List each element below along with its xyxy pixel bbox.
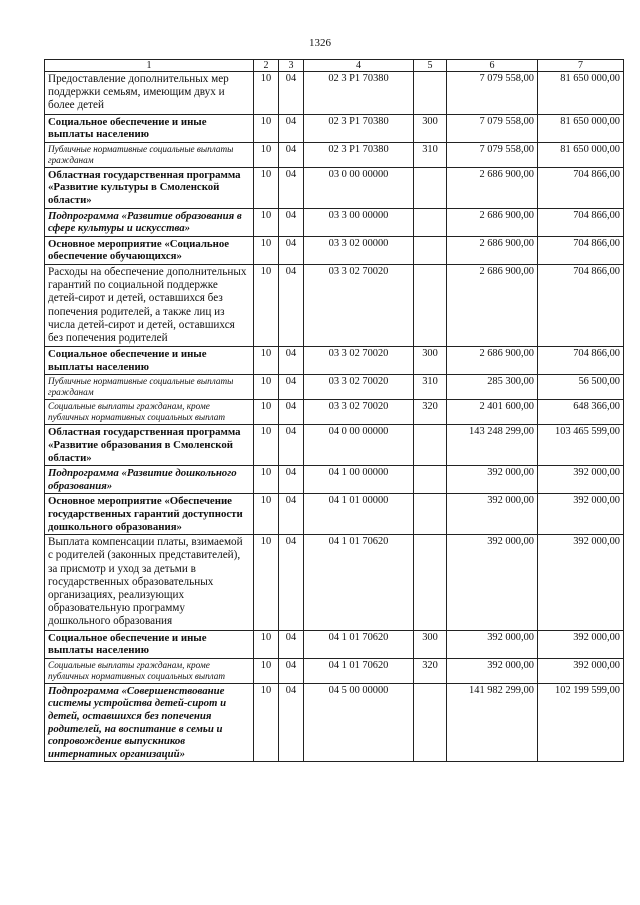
amount-col-7: 81 650 000,00 [538, 114, 624, 142]
target-article-code: 04 1 01 70620 [304, 658, 414, 683]
item-name: Публичные нормативные социальные выплаты гражданам [45, 375, 254, 400]
section-code: 10 [254, 375, 279, 400]
table-row [45, 72, 624, 115]
subsection-code: 04 [279, 375, 304, 400]
header-row [45, 60, 624, 72]
target-article-code: 03 3 02 70020 [304, 347, 414, 375]
table-row [45, 400, 624, 425]
amount-col-6: 143 248 299,00 [447, 425, 538, 466]
amount-col-7: 81 650 000,00 [538, 142, 624, 167]
amount-col-6: 2 686 900,00 [447, 208, 538, 236]
table-row [45, 347, 624, 375]
target-article-code: 04 1 01 00000 [304, 494, 414, 535]
expense-type-code [414, 236, 447, 264]
amount-col-6: 7 079 558,00 [447, 142, 538, 167]
section-code: 10 [254, 630, 279, 658]
section-code: 10 [254, 72, 279, 115]
amount-col-6: 7 079 558,00 [447, 114, 538, 142]
table-row [45, 494, 624, 535]
amount-col-6: 392 000,00 [447, 630, 538, 658]
section-code: 10 [254, 683, 279, 762]
expense-type-code [414, 466, 447, 494]
section-code: 10 [254, 208, 279, 236]
item-name: Расходы на обеспечение дополнительных гарантий по социальной поддержке детей-сирот и детей, оставшихся без попечения родителей, а также лиц из числа детей-сирот и детей, оставшихся без попечения родителей [45, 264, 254, 346]
amount-col-6: 392 000,00 [447, 466, 538, 494]
item-name: Основное мероприятие «Социальное обеспечение обучающихся» [45, 236, 254, 264]
table-row [45, 425, 624, 466]
amount-col-7: 56 500,00 [538, 375, 624, 400]
table-row [45, 114, 624, 142]
amount-col-7: 392 000,00 [538, 630, 624, 658]
item-name: Публичные нормативные социальные выплаты гражданам [45, 142, 254, 167]
amount-col-6: 141 982 299,00 [447, 683, 538, 762]
amount-col-7: 648 366,00 [538, 400, 624, 425]
section-code: 10 [254, 167, 279, 208]
expense-type-code [414, 208, 447, 236]
subsection-code: 04 [279, 167, 304, 208]
amount-col-6: 2 686 900,00 [447, 167, 538, 208]
item-name: Социальные выплаты гражданам, кроме публичных нормативных социальных выплат [45, 400, 254, 425]
column-header-2: 2 [254, 60, 279, 72]
section-code: 10 [254, 494, 279, 535]
expense-type-code: 300 [414, 630, 447, 658]
table-row [45, 264, 624, 346]
target-article-code: 04 1 00 00000 [304, 466, 414, 494]
table-row [45, 375, 624, 400]
table-row [45, 208, 624, 236]
amount-col-6: 7 079 558,00 [447, 72, 538, 115]
amount-col-7: 392 000,00 [538, 494, 624, 535]
table-row [45, 535, 624, 630]
item-name: Социальное обеспечение и иные выплаты населению [45, 347, 254, 375]
amount-col-7: 704 866,00 [538, 236, 624, 264]
expense-type-code [414, 264, 447, 346]
target-article-code: 04 5 00 00000 [304, 683, 414, 762]
subsection-code: 04 [279, 466, 304, 494]
expense-type-code [414, 72, 447, 115]
expense-type-code: 320 [414, 658, 447, 683]
target-article-code: 03 3 02 70020 [304, 400, 414, 425]
amount-col-6: 392 000,00 [447, 494, 538, 535]
subsection-code: 04 [279, 236, 304, 264]
item-name: Областная государственная программа «Развитие культуры в Смоленской области» [45, 167, 254, 208]
subsection-code: 04 [279, 683, 304, 762]
subsection-code: 04 [279, 535, 304, 630]
section-code: 10 [254, 425, 279, 466]
page-number: 1326 [309, 37, 331, 49]
expense-type-code: 310 [414, 375, 447, 400]
subsection-code: 04 [279, 142, 304, 167]
column-header-4: 4 [304, 60, 414, 72]
target-article-code: 02 3 Р1 70380 [304, 142, 414, 167]
amount-col-7: 392 000,00 [538, 658, 624, 683]
subsection-code: 04 [279, 347, 304, 375]
amount-col-7: 704 866,00 [538, 167, 624, 208]
item-name: Подпрограмма «Развитие дошкольного образования» [45, 466, 254, 494]
item-name: Социальное обеспечение и иные выплаты населению [45, 630, 254, 658]
section-code: 10 [254, 466, 279, 494]
item-name: Основное мероприятие «Обеспечение государственных гарантий доступности дошкольного образования» [45, 494, 254, 535]
section-code: 10 [254, 114, 279, 142]
item-name: Подпрограмма «Совершенствование системы устройства детей-сирот и детей, оставшихся без попечения родителей, на воспитание в семьи и сопровождение выпускников интернатных организаций» [45, 683, 254, 762]
amount-col-6: 2 401 600,00 [447, 400, 538, 425]
target-article-code: 02 3 Р1 70380 [304, 72, 414, 115]
item-name: Социальное обеспечение и иные выплаты населению [45, 114, 254, 142]
amount-col-6: 392 000,00 [447, 535, 538, 630]
table-row [45, 167, 624, 208]
table-row [45, 658, 624, 683]
amount-col-7: 704 866,00 [538, 264, 624, 346]
table-row [45, 142, 624, 167]
subsection-code: 04 [279, 72, 304, 115]
section-code: 10 [254, 264, 279, 346]
subsection-code: 04 [279, 630, 304, 658]
expense-type-code: 300 [414, 114, 447, 142]
subsection-code: 04 [279, 425, 304, 466]
section-code: 10 [254, 142, 279, 167]
subsection-code: 04 [279, 400, 304, 425]
amount-col-7: 392 000,00 [538, 466, 624, 494]
amount-col-7: 102 199 599,00 [538, 683, 624, 762]
amount-col-7: 704 866,00 [538, 347, 624, 375]
item-name: Подпрограмма «Развитие образования в сфере культуры и искусства» [45, 208, 254, 236]
expense-type-code: 320 [414, 400, 447, 425]
expense-type-code [414, 494, 447, 535]
target-article-code: 02 3 Р1 70380 [304, 114, 414, 142]
amount-col-7: 103 465 599,00 [538, 425, 624, 466]
target-article-code: 04 1 01 70620 [304, 630, 414, 658]
amount-col-6: 285 300,00 [447, 375, 538, 400]
table-body [45, 72, 624, 762]
section-code: 10 [254, 400, 279, 425]
subsection-code: 04 [279, 114, 304, 142]
amount-col-7: 392 000,00 [538, 535, 624, 630]
column-header-1: 1 [45, 60, 254, 72]
item-name: Областная государственная программа «Развитие образования в Смоленской области» [45, 425, 254, 466]
subsection-code: 04 [279, 658, 304, 683]
column-header-5: 5 [414, 60, 447, 72]
table-row [45, 236, 624, 264]
amount-col-6: 2 686 900,00 [447, 347, 538, 375]
item-name: Выплата компенсации платы, взимаемой с родителей (законных представителей), за присмотр и уход за детьми в государственных образовательных организациях, реализующих образовательную программу дошкольного образования [45, 535, 254, 630]
item-name: Предоставление дополнительных мер поддержки семьям, имеющим двух и более детей [45, 72, 254, 115]
target-article-code: 03 3 02 70020 [304, 264, 414, 346]
amount-col-7: 81 650 000,00 [538, 72, 624, 115]
section-code: 10 [254, 658, 279, 683]
table-row [45, 683, 624, 762]
subsection-code: 04 [279, 208, 304, 236]
table-row [45, 630, 624, 658]
subsection-code: 04 [279, 264, 304, 346]
column-header-3: 3 [279, 60, 304, 72]
section-code: 10 [254, 347, 279, 375]
expense-type-code [414, 683, 447, 762]
amount-col-6: 392 000,00 [447, 658, 538, 683]
expense-type-code [414, 425, 447, 466]
subsection-code: 04 [279, 494, 304, 535]
amount-col-7: 704 866,00 [538, 208, 624, 236]
section-code: 10 [254, 535, 279, 630]
expense-type-code: 310 [414, 142, 447, 167]
column-header-6: 6 [447, 60, 538, 72]
target-article-code: 03 0 00 00000 [304, 167, 414, 208]
target-article-code: 03 3 02 70020 [304, 375, 414, 400]
item-name: Социальные выплаты гражданам, кроме публичных нормативных социальных выплат [45, 658, 254, 683]
amount-col-6: 2 686 900,00 [447, 236, 538, 264]
target-article-code: 04 1 01 70620 [304, 535, 414, 630]
target-article-code: 04 0 00 00000 [304, 425, 414, 466]
table-row [45, 466, 624, 494]
column-header-7: 7 [538, 60, 624, 72]
budget-table [44, 59, 624, 762]
expense-type-code [414, 535, 447, 630]
expense-type-code: 300 [414, 347, 447, 375]
amount-col-6: 2 686 900,00 [447, 264, 538, 346]
expense-type-code [414, 167, 447, 208]
target-article-code: 03 3 02 00000 [304, 236, 414, 264]
section-code: 10 [254, 236, 279, 264]
target-article-code: 03 3 00 00000 [304, 208, 414, 236]
